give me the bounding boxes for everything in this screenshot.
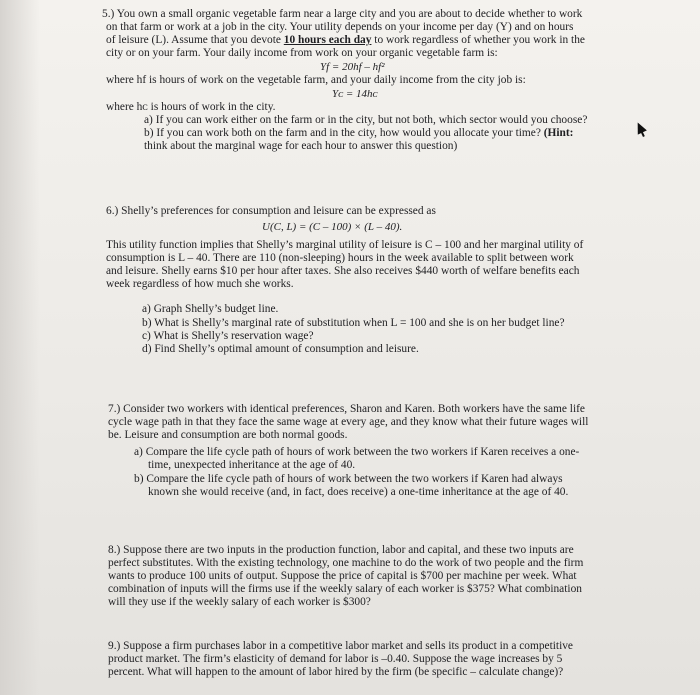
q6-part-a: a) Graph Shelly’s budget line. bbox=[142, 303, 279, 315]
q6-utility-equation: U(C, L) = (C – 100) × (L – 40). bbox=[262, 221, 403, 233]
q8-line-3: wants to produce 100 units of output. Suppose the price of capital is $700 per machine per week. What bbox=[108, 570, 577, 582]
q5-line-4: city or on your farm. Your daily income from work on your organic vegetable farm is: bbox=[106, 47, 498, 59]
q7-line-1: 7.) Consider two workers with identical preferences, Sharon and Karen. Both workers have the same life bbox=[108, 403, 585, 415]
q6-part-b: b) What is Shelly’s marginal rate of substitution when L = 100 and she is on her budget line? bbox=[142, 317, 565, 329]
q8-line-1: 8.) Suppose there are two inputs in the production function, labor and capital, and these two inputs are bbox=[108, 544, 574, 556]
q6-line-2: This utility function implies that Shelly’s marginal utility of leisure is C – 100 and her marginal utility of bbox=[106, 239, 584, 251]
q6-part-d: d) Find Shelly’s optimal amount of consumption and leisure. bbox=[142, 343, 419, 355]
q5-part-b-text: b) If you can work both on the farm and in the city, how would you allocate your time? bbox=[144, 127, 544, 139]
q9-line-1: 9.) Suppose a firm purchases labor in a competitive labor market and sells its product in a competitive bbox=[108, 640, 573, 652]
q7-line-2: cycle wage path in that they face the same wage at every age, and they know what their future wages will bbox=[108, 416, 589, 428]
q7-part-a: a) Compare the life cycle path of hours of work between the two workers if Karen receives a one- bbox=[134, 446, 580, 458]
q6-line-1: 6.) Shelly’s preferences for consumption and leisure can be expressed as bbox=[106, 205, 436, 217]
homework-sheet bbox=[62, 0, 662, 695]
q7-line-3: be. Leisure and consumption are both normal goods. bbox=[108, 429, 348, 441]
q9-line-2: product market. The firm’s elasticity of demand for labor is –0.40. Suppose the wage increases by 5 bbox=[108, 653, 563, 665]
q6-line-4: and leisure. Shelly earns $10 per hour after taxes. She also receives $440 worth of welfare benefits each bbox=[106, 265, 580, 277]
q5-part-b bbox=[144, 127, 573, 140]
q8-line-2: perfect substitutes. With the existing technology, one machine to do the work of two people and the firm bbox=[108, 557, 584, 569]
q7-part-b-line-2: known she would receive (and, in fact, does receive) a one-time inheritance at the age of 40. bbox=[148, 486, 569, 498]
q5-line-3-text: of leisure (L). Assume that you devote bbox=[106, 34, 284, 46]
q5-line-3-tail: to work regardless of whether you work in the bbox=[371, 34, 585, 46]
q8-line-4: combination of inputs will the firms use if the weekly salary of each worker is $375? What combination bbox=[108, 583, 582, 595]
q5-line-3 bbox=[106, 34, 585, 47]
q6-line-3: consumption is L – 40. There are 110 (non-sleeping) hours in the week available to split between work bbox=[106, 252, 574, 264]
page-edge-shadow bbox=[0, 0, 40, 695]
q7-part-b: b) Compare the life cycle path of hours of work between the two workers if Karen had always bbox=[134, 473, 563, 485]
q5-line-6: where hᴄ is hours of work in the city. bbox=[106, 101, 276, 113]
q5-line-2: on that farm or work at a job in the city. Your utility depends on your income per day (Y) and on hours bbox=[106, 21, 574, 33]
q6-part-c: c) What is Shelly’s reservation wage? bbox=[142, 330, 314, 342]
q5-city-income-equation: Yᴄ = 14hᴄ bbox=[332, 88, 378, 100]
q6-line-5: week regardless of how much she works. bbox=[106, 278, 294, 290]
q5-emphasis-hours: 10 hours each day bbox=[283, 34, 372, 46]
q5-line-5: where hf is hours of work on the vegetable farm, and your daily income from the city job is: bbox=[106, 74, 526, 86]
q9-line-3: percent. What will happen to the amount of labor hired by the firm (be specific – calculate change)? bbox=[108, 666, 564, 678]
q5-hint-label: (Hint: bbox=[543, 127, 574, 139]
q8-line-5: will they use if the weekly salary of each worker is $300? bbox=[108, 596, 371, 608]
q5-part-a: a) If you can work either on the farm or in the city, but not both, which sector would you choose? bbox=[144, 114, 588, 126]
q7-part-a-line-2: time, unexpected inheritance at the age of 40. bbox=[148, 459, 356, 471]
q5-part-b-line-2: think about the marginal wage for each hour to answer this question) bbox=[144, 140, 458, 152]
q5-line-1: 5.) You own a small organic vegetable farm near a large city and you are about to decide whether to work bbox=[102, 8, 583, 20]
q5-farm-income-equation: Yf = 20hf – hf² bbox=[320, 61, 385, 73]
